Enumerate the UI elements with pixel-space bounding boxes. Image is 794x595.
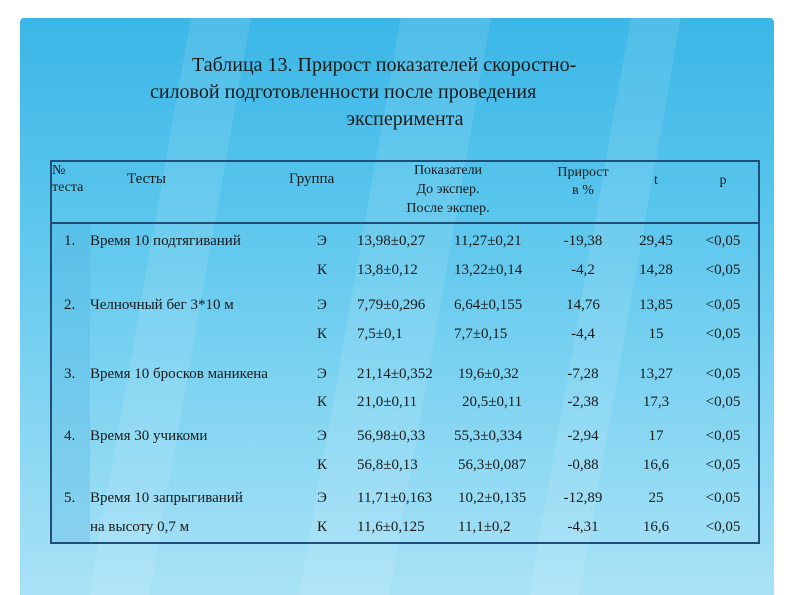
- cell-t: 13,27: [639, 366, 673, 382]
- cell-group: Э: [317, 366, 327, 382]
- cell-group: Э: [317, 490, 327, 506]
- cell-after: 55,3±0,334: [454, 428, 523, 444]
- cell-p: <0,05: [705, 262, 741, 278]
- cell-growth: 14,76: [566, 297, 600, 313]
- cell-growth: -7,28: [567, 366, 599, 382]
- header-number: №: [52, 163, 66, 178]
- cell-group: К: [316, 326, 328, 342]
- table-bottom-border: [50, 542, 760, 544]
- cell-t: 17,3: [642, 394, 670, 410]
- cell-group: К: [316, 519, 328, 535]
- header-growth: в %: [572, 183, 594, 198]
- row-number: 3.: [64, 366, 76, 382]
- slide-title: [150, 52, 660, 133]
- cell-growth: -12,89: [563, 490, 603, 506]
- cell-p: <0,05: [705, 457, 741, 473]
- header-growth: Прирост: [557, 165, 609, 180]
- row-number: 1.: [64, 233, 76, 249]
- header-indicators: После экспер.: [406, 201, 490, 216]
- header-number: теста: [52, 180, 84, 195]
- cell-p: <0,05: [705, 326, 741, 342]
- cell-after: 56,3±0,087: [458, 457, 527, 473]
- title-line: эксперимента: [346, 108, 464, 130]
- cell-t: 17: [648, 428, 664, 444]
- table-left-border: [50, 160, 52, 544]
- cell-after: 6,64±0,155: [454, 297, 523, 313]
- cell-growth: -19,38: [563, 233, 603, 249]
- row-test-name: Время 10 бросков маникена: [90, 366, 268, 382]
- cell-after: 20,5±0,11: [462, 394, 523, 410]
- cell-p: <0,05: [705, 297, 741, 313]
- cell-before: 7,79±0,296: [357, 297, 426, 313]
- cell-before: 7,5±0,1: [357, 326, 403, 342]
- header-tests: Тесты: [127, 171, 166, 187]
- cell-after: 7,7±0,15: [454, 326, 508, 342]
- header-group: Группа: [289, 171, 335, 187]
- row-number: 4.: [64, 428, 76, 444]
- row-number: 2.: [64, 297, 76, 313]
- cell-group: Э: [317, 297, 327, 313]
- cell-before: 11,71±0,163: [357, 490, 433, 506]
- cell-p: <0,05: [705, 233, 741, 249]
- cell-group: Э: [317, 428, 327, 444]
- cell-t: 29,45: [639, 233, 673, 249]
- cell-after: 10,2±0,135: [458, 490, 527, 506]
- cell-growth: -0,88: [567, 457, 599, 473]
- cell-p: <0,05: [705, 490, 741, 506]
- header-p: p: [719, 173, 727, 188]
- cell-t: 16,6: [642, 519, 670, 535]
- cell-t: 13,85: [639, 297, 673, 313]
- cell-growth: -2,94: [567, 428, 599, 444]
- cell-after: 13,22±0,14: [454, 262, 523, 278]
- cell-after: 19,6±0,32: [458, 366, 519, 382]
- cell-growth: -4,2: [571, 262, 595, 278]
- title-line: силовой подготовленности после проведения: [150, 81, 537, 103]
- row-test-name: Время 10 запрыгиваний: [90, 490, 243, 506]
- cell-after: 11,1±0,2: [458, 519, 511, 535]
- cell-growth: -2,38: [567, 394, 599, 410]
- cell-before: 56,98±0,33: [357, 428, 426, 444]
- cell-before: 56,8±0,13: [357, 457, 418, 473]
- cell-t: 15: [648, 326, 664, 342]
- table-right-border: [758, 160, 760, 544]
- cell-growth: -4,31: [567, 519, 599, 535]
- row-test-name-continued: на высоту 0,7 м: [90, 519, 190, 535]
- row-test-name: Время 10 подтягиваний: [90, 233, 241, 249]
- header-t: t: [654, 173, 658, 188]
- cell-before: 21,0±0,11: [357, 394, 418, 410]
- row-test-name: Время 30 учикоми: [90, 428, 208, 444]
- cell-t: 14,28: [639, 262, 673, 278]
- row-test-name: Челночный бег 3*10 м: [90, 297, 234, 313]
- table-top-border: [50, 160, 760, 162]
- cell-after: 11,27±0,21: [454, 233, 522, 249]
- title-line: Таблица 13. Прирост показателей скоростно-: [192, 54, 577, 76]
- cell-group: Э: [317, 233, 327, 249]
- cell-t: 25: [648, 490, 664, 506]
- cell-t: 16,6: [642, 457, 670, 473]
- cell-p: <0,05: [705, 366, 741, 382]
- cell-before: 11,6±0,125: [357, 519, 425, 535]
- table-header-border: [50, 222, 760, 224]
- cell-before: 13,98±0,27: [357, 233, 426, 249]
- cell-group: К: [316, 262, 328, 278]
- header-indicators: Показатели: [413, 163, 483, 178]
- cell-p: <0,05: [705, 519, 741, 535]
- row-number: 5.: [64, 490, 76, 506]
- cell-p: <0,05: [705, 394, 741, 410]
- cell-before: 13,8±0,12: [357, 262, 418, 278]
- cell-growth: -4,4: [571, 326, 595, 342]
- cell-group: К: [316, 394, 328, 410]
- cell-before: 21,14±0,352: [357, 366, 433, 382]
- cell-group: К: [316, 457, 328, 473]
- header-indicators: До экспер.: [416, 182, 480, 197]
- cell-p: <0,05: [705, 428, 741, 444]
